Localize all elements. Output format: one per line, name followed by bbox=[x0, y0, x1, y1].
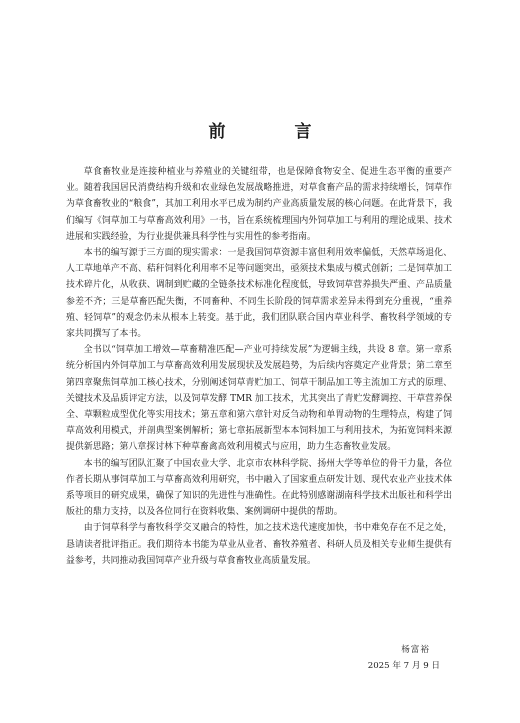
page-title: 前 言 bbox=[208, 122, 338, 142]
paragraph-2: 本书的编写源于三方面的现实需求：一是我国饲草资源丰富但利用效率偏低，天然草场退化、人工草地单产不高、秸秆饲料化利用率不足等问题突出，亟须技术集成与模式创新；二是饲草加工技术碎片化，从收获、调制到贮藏的全链条技术标准化程度低，导致饲草营养损失严重、产品质量参差不齐；三是草畜匹配失衡，不同畜种、不同生长阶段的饲草需求差异未得到充分重视，“重养殖、轻饲草”的观念仍未从根本上转变。基于此，我们团队联合国内草业科学、畜牧科学领域的专家共同撰写了本书。 bbox=[66, 248, 452, 340]
paragraph-1: 草食畜牧业是连接种植业与养殖业的关键纽带，也是保障食物安全、促进生态平衡的重要产业。随着我国居民消费结构升级和农业绿色发展战略推进，对草食畜产品的需求持续增长，饲草作为草食畜牧业的“粮食”，其加工利用水平已成为制约产业高质量发展的核心问题。在此背景下，我们编写《饲草加工与草畜高效利用》一书，旨在系统梳理国内外饲草加工与利用的理论成果、技术进展和实践经验，为行业提供兼具科学性与实用性的参考指南。 bbox=[66, 167, 452, 242]
signature-date: 2025 年 7 月 9 日 bbox=[367, 661, 440, 671]
signature-block bbox=[368, 642, 440, 674]
paragraph-3: 全书以“饲草加工增效—草畜精准匹配—产业可持续发展”为逻辑主线，共设 8 章。第一章系统分析国内外饲草加工与草畜高效利用发展现状及发展趋势，为后续内容奠定产业背景；第二章至第四章聚焦饲草加工核心技术，分别阐述饲草青贮加工、饲草干制品加工等主流加工方式的原理、关键技术及品质评定方法，以及饲草发酵 TMR 加工技术，尤其突出了青贮发酵调控、干草营养保全、草颗粒成型优化等实用技术；第五章和第六章针对反刍动物和单胃动物的生理特点，构建了饲草高效利用模式，并剖典型案例解析；第七章拓展新型本本饲料加工与利用技术，为拓宽饲料来源提供新思路；第八章探讨林下种草畜禽高效利用模式与应用，助力生态畜牧业发展。 bbox=[66, 345, 452, 453]
preface-body bbox=[66, 164, 452, 569]
paragraph-5: 由于饲草科学与畜牧科学交叉融合的特性，加之技术迭代速度加快，书中难免存在不足之处，恳请读者批评指正。我们期待本书能为草业从业者、畜牧养殖者、科研人员及相关专业师生提供有益参考，共同推动我国饲草产业升级与草食畜牧业高质量发展。 bbox=[66, 523, 452, 566]
author-name: 杨富裕 bbox=[401, 645, 430, 655]
paragraph-4: 本书的编写团队汇聚了中国农业大学、北京市农林科学院、扬州大学等单位的骨干力量，各位作者长期从事饲草加工与草畜高效利用研究，书中融入了国家重点研发计划、现代农业产业技术体系等项目的研究成果，确保了知识的先进性与准确性。在此特别感谢湖南科学技术出版社和科学出版社的鼎力支持，以及各位同行在资料收集、案例调研中提供的帮助。 bbox=[66, 458, 452, 518]
